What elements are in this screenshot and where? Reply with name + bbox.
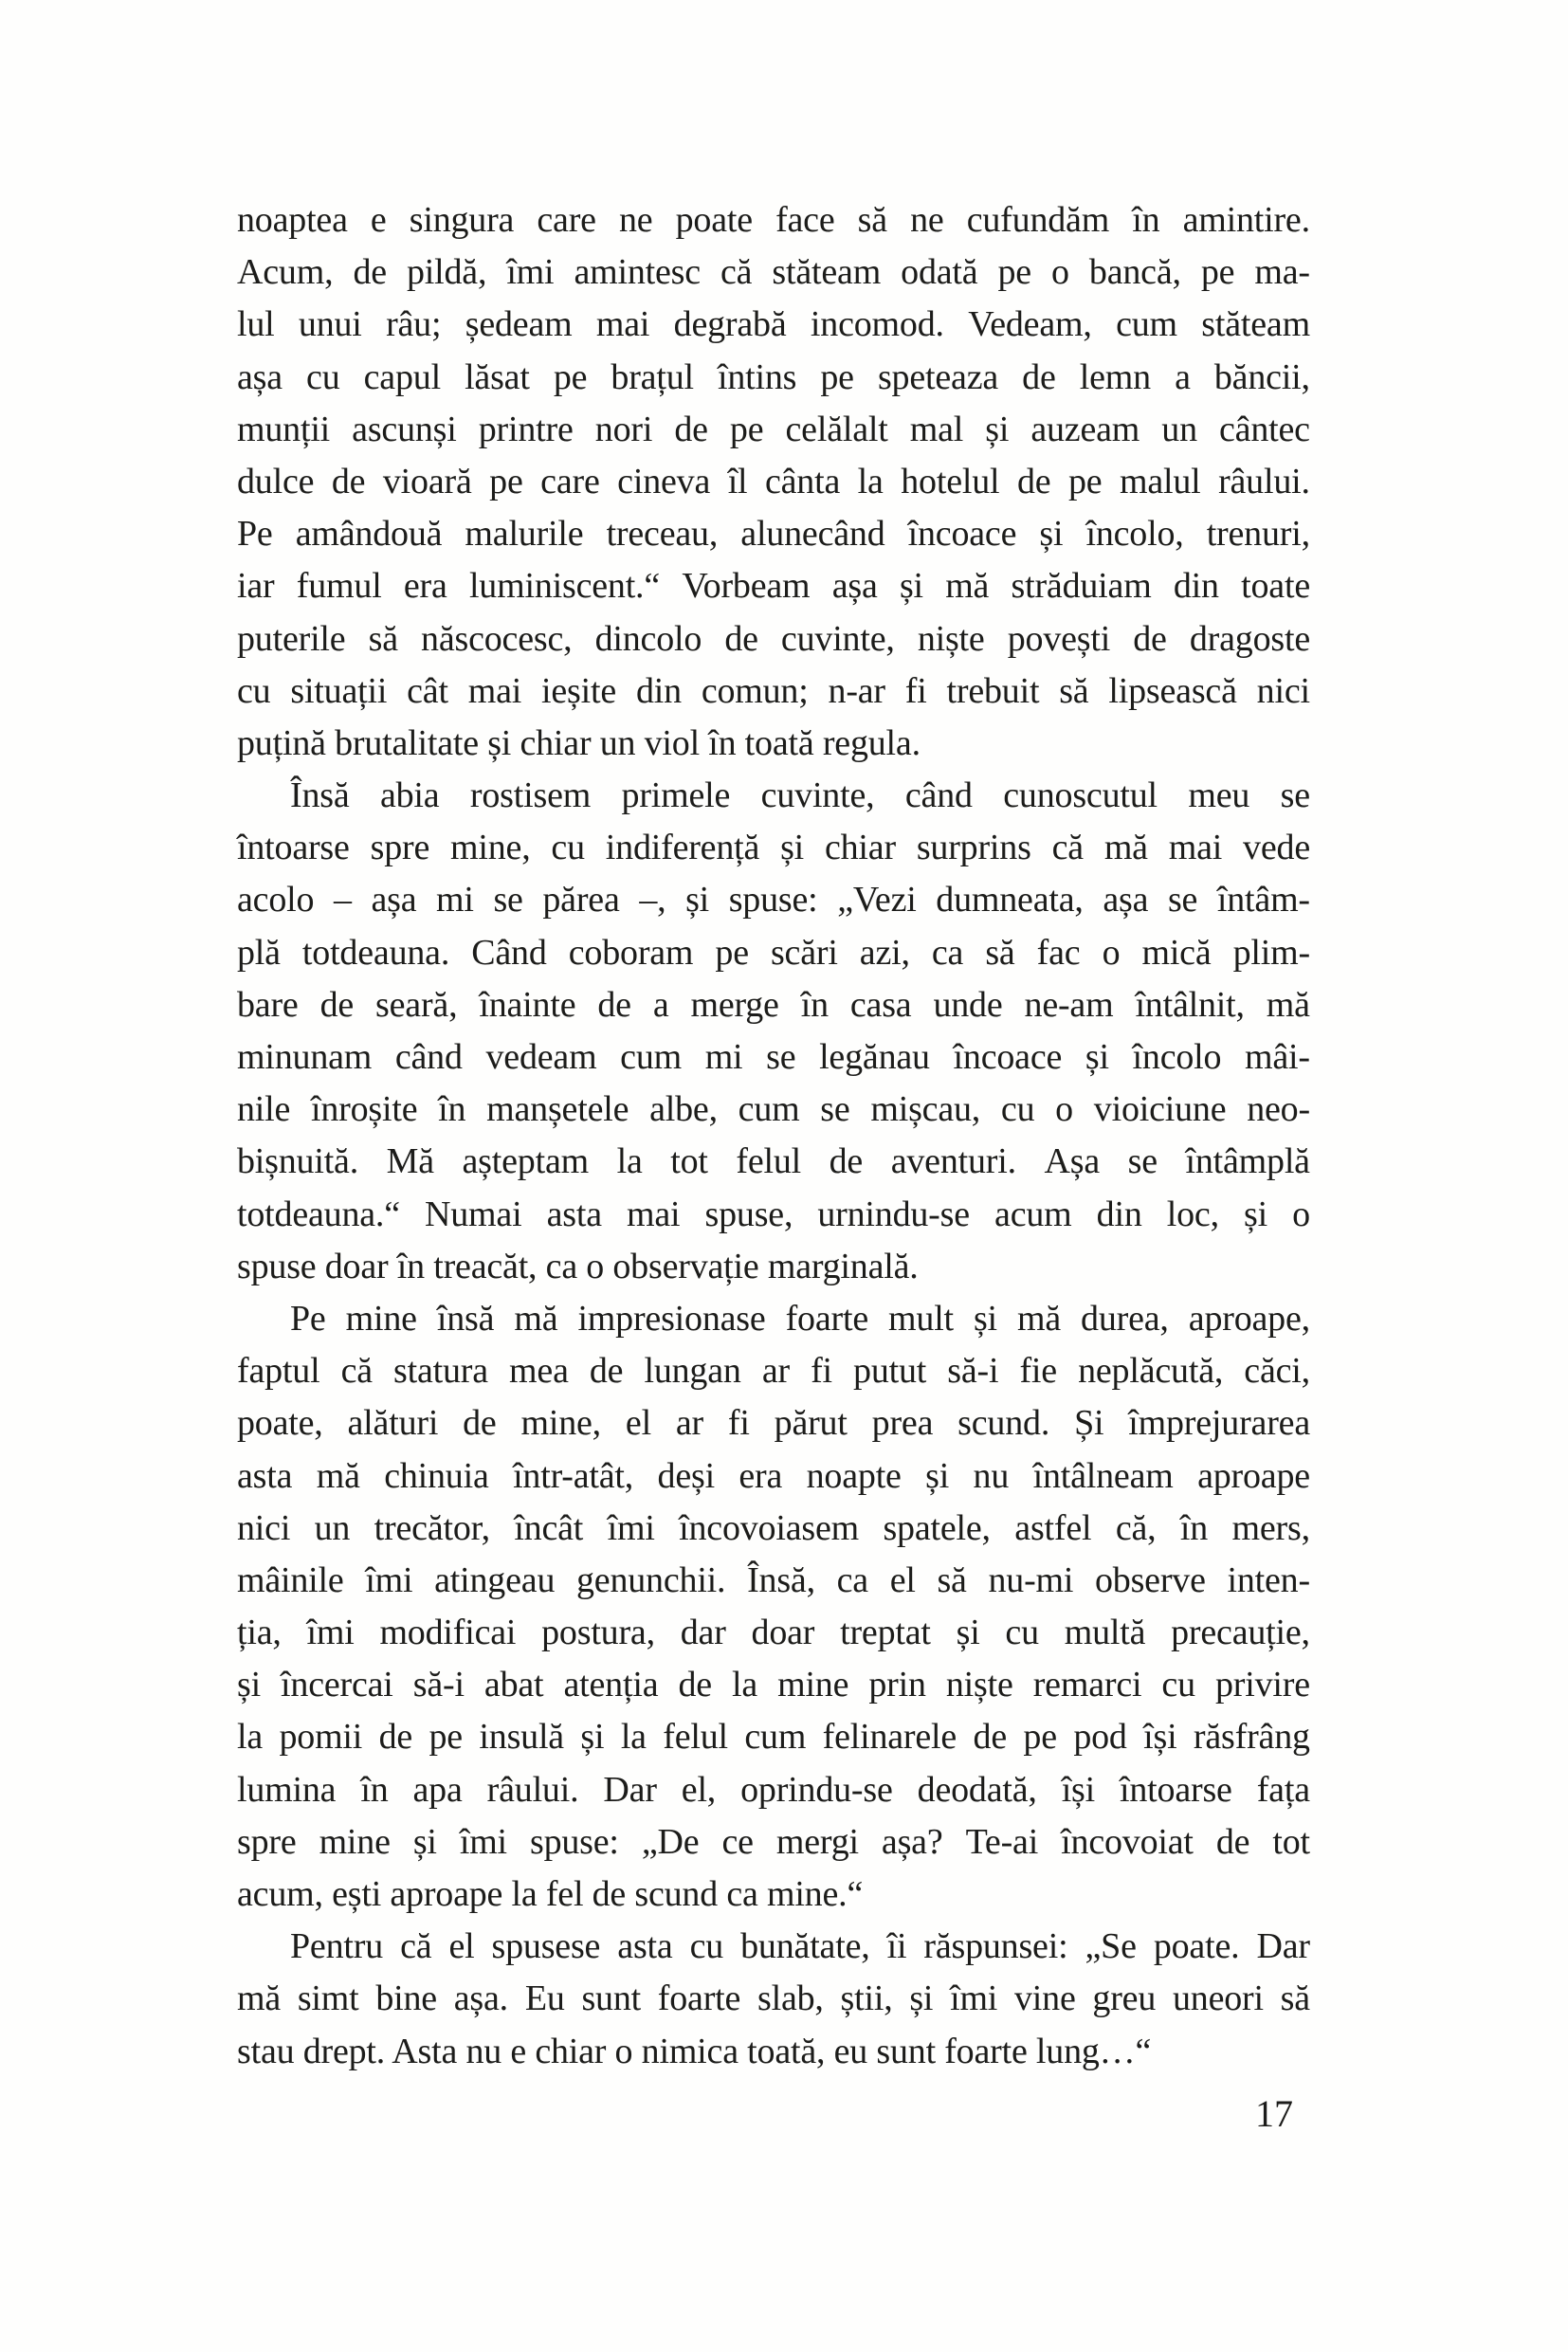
text-line: spuse doar în treacăt, ca o observație marginală. — [237, 1246, 919, 1286]
text-line: stau drept. Asta nu e chiar o nimica toată, eu sunt foarte lung…“ — [237, 2031, 1152, 2071]
text-line: puțină brutalitate și chiar un viol în toată regula. — [237, 722, 921, 763]
text-line: bișnuită. Mă așteptam la tot felul de aventuri. Așa se întâmplă — [237, 1141, 1310, 1182]
text-line: lumina în apa râului. Dar el, oprindu-se deodată, își întoarse fața — [237, 1769, 1310, 1810]
text-line: noaptea e singura care ne poate face să ne cufundăm în amintire. — [237, 200, 1310, 240]
page-number: 17 — [1255, 2092, 1293, 2135]
text-line: iar fumul era luminiscent.“ Vorbeam așa și mă străduiam din toate — [237, 566, 1310, 607]
text-line: lul unui râu; ședeam mai degrabă incomod. Vedeam, cum stăteam — [237, 304, 1310, 345]
text-line: dulce de vioară pe care cineva îl cânta la hotelul de pe malul râului. — [237, 461, 1310, 501]
text-line: așa cu capul lăsat pe brațul întins pe speteaza de lemn a băncii, — [237, 356, 1310, 397]
text-line: spre mine și îmi spuse: „De ce mergi așa? Te-ai încovoiat de tot — [237, 1821, 1310, 1862]
text-line: Pe mine însă mă impresionase foarte mult și mă durea, aproape, — [290, 1298, 1310, 1339]
text-line: plă totdeauna. Când coboram pe scări azi, ca să fac o mică plim- — [237, 932, 1310, 973]
text-line: cu situații cât mai ieșite din comun; n-ar fi trebuit să lipsească nici — [237, 670, 1310, 711]
text-line: bare de seară, înainte de a merge în casa unde ne-am întâlnit, mă — [237, 984, 1310, 1025]
text-line: Pentru că el spusese asta cu bunătate, îi răspunsei: „Se poate. Dar — [290, 1926, 1310, 1967]
text-line: Pe amândouă malurile treceau, alunecând încoace și încolo, trenuri, — [237, 514, 1310, 555]
text-line: minunam când vedeam cum mi se legănau încoace și încolo mâi- — [237, 1037, 1310, 1077]
text-block — [237, 194, 1310, 2078]
text-line: la pomii de pe insulă și la felul cum felinarele de pe pod își răsfrâng — [237, 1717, 1310, 1758]
text-line: Însă abia rostisem primele cuvinte, când cunoscutul meu se — [290, 775, 1310, 816]
text-line: nici un trecător, încât îmi încovoiasem spatele, astfel că, în mers, — [237, 1507, 1310, 1548]
text-line: Acum, de pildă, îmi amintesc că stăteam odată pe o bancă, pe ma- — [237, 252, 1310, 293]
text-line: mâinile îmi atingeau genunchii. Însă, ca el să nu-mi observe inten- — [237, 1559, 1310, 1600]
text-line: asta mă chinuia într-atât, deși era noapte și nu întâlneam aproape — [237, 1455, 1310, 1496]
text-line: acum, ești aproape la fel de scund ca mine.“ — [237, 1874, 864, 1914]
text-line: munții ascunși printre nori de pe celălalt mal și auzeam un cântec — [237, 409, 1310, 449]
text-line: întoarse spre mine, cu indiferență și chiar surprins că mă mai vede — [237, 828, 1310, 868]
text-line: puterile să născocesc, dincolo de cuvinte, niște povești de dragoste — [237, 618, 1310, 659]
text-line: acolo – așa mi se părea –, și spuse: „Vezi dumneata, așa se întâm- — [237, 880, 1310, 921]
text-line: și încercai să-i abat atenția de la mine prin niște remarci cu privire — [237, 1665, 1310, 1705]
text-line: totdeauna.“ Numai asta mai spuse, urnindu-se acum din loc, și o — [237, 1194, 1310, 1234]
text-line: faptul că statura mea de lungan ar fi putut să-i fie neplăcută, căci, — [237, 1351, 1310, 1392]
text-line: mă simt bine așa. Eu sunt foarte slab, știi, și îmi vine greu uneori să — [237, 1978, 1310, 2019]
text-line: ția, îmi modificai postura, dar doar treptat și cu multă precauție, — [237, 1613, 1310, 1653]
text-line: poate, alături de mine, el ar fi părut prea scund. Și împrejurarea — [237, 1403, 1310, 1444]
text-line: nile înroșite în manșetele albe, cum se mișcau, cu o vioiciune neo- — [237, 1089, 1310, 1130]
